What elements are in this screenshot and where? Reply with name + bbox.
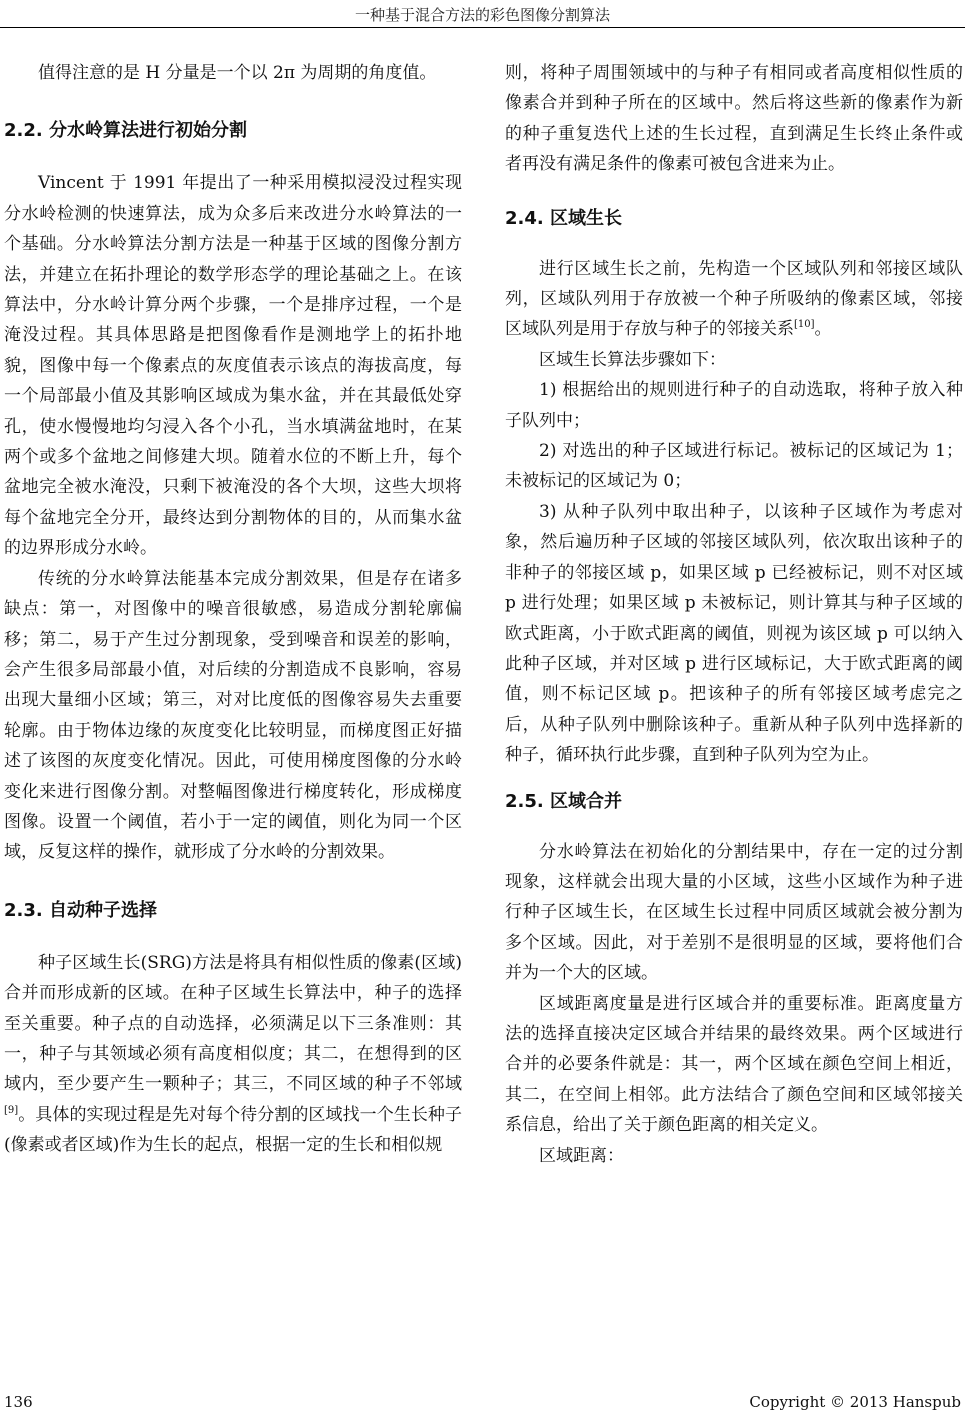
section-heading-2-4: 2.4. 区域生长	[505, 207, 622, 229]
header-rule	[0, 27, 965, 28]
citation-10: [10]	[794, 319, 815, 331]
section-heading-2-5: 2.5. 区域合并	[505, 790, 622, 812]
copyright-notice: Copyright © 2013 Hanspub	[749, 1393, 961, 1411]
paragraph-watershed-drawbacks: 传统的分水岭算法能基本完成分割效果，但是存在诸多缺点：第一，对图像中的噪音很敏感，易造成分割轮廓偏移；第二，易于产生过分割现象，受到噪音和误差的影响，会产生很多局部最小值，对后续的分割造成不良影响，容易出现大量细小区域；第三，对对比度低的图像容易失去重要轮廓。由于物体边缘的灰度变化比较明显，而梯度图正好描述了该图的灰度变化情况。因此，可使用梯度图像的分水岭变化来进行图像分割。对整幅图像进行梯度转化，形成梯度图像。设置一个阈值，若小于一定的阈值，则化为同一个区域，反复这样的操作，就形成了分水岭的分割效果。	[4, 568, 462, 863]
running-header: 一种基于混合方法的彩色图像分割算法	[354, 6, 610, 24]
step-3: 3) 从种子队列中取出种子，以该种子区域作为考虑对象，然后遍历种子区域的邻接区域队列，依次取出该种子的非种子的邻接区域 p，如果区域 p 已经被标记，则不对区域 p 进行处理；如果区域 p 未被标记，则计算其与种子区域的欧式距离，小于欧式距离的阈值，则视为该区域 p 可以纳入此种子区域，并对区域 p 进行区域标记，大于欧式距离的阈值，则不标记区域 p。把该种子的所有邻接区域考虑完之后，从种子队列中删除该种子。重新从种子队列中选择新的种子，循环执行此步骤，直到种子队列为空为止。	[505, 501, 963, 766]
citation-9: [9]	[4, 1104, 19, 1116]
paragraph-seed-selection-text-a: 种子区域生长(SRG)方法是将具有相似性质的像素(区域)合并而形成新的区域。在种子区域生长算法中，种子的选择至关重要。种子点的自动选择，必须满足以下三条准则：其一，种子与其领域必须有高度相似度；其二，在想得到的区域内，至少要产生一颗种子；其三，不同区域的种子不邻域	[4, 952, 462, 1095]
paragraph-region-queue	[505, 254, 963, 345]
page-number: 136	[4, 1393, 33, 1411]
step-2: 2) 对选出的种子区域进行标记。被标记的区域记为 1；未被标记的区域记为 0；	[505, 441, 963, 492]
paragraph-region-queue-text-b: 。	[814, 319, 832, 340]
paragraph-seed-selection	[4, 948, 462, 1161]
paragraph-region-distance: 区域距离：	[539, 1145, 624, 1166]
paragraph-region-merge: 分水岭算法在初始化的分割结果中，存在一定的过分割现象，这样就会出现大量的小区域，这些小区域作为种子进行种子区域生长，在区域生长过程中同质区域就会被分割为多个区域。因此，对于差别不是很明显的区域，要将他们合并为一个大的区域。	[505, 841, 963, 984]
paragraph-region-queue-text-a: 进行区域生长之前，先构造一个区域队列和邻接区域队列，区域队列用于存放被一个种子所吸纳的像素区域，邻接区域队列是用于存放与种子的邻接关系	[505, 258, 963, 340]
paragraph-h-note: 值得注意的是 H 分量是一个以 2π 为周期的角度值。	[38, 63, 437, 83]
left-column	[4, 58, 462, 1161]
section-heading-2-3: 2.3. 自动种子选择	[4, 899, 157, 921]
paragraph-seed-continuation: 则，将种子周围领域中的与种子有相同或者高度相似性质的像素合并到种子所在的区域中。然后将这些新的像素作为新的种子重复迭代上述的生长过程，直到满足生长终止条件或者再没有满足条件的像素可被包含进来为止。	[505, 63, 963, 175]
right-column	[505, 58, 963, 1171]
paragraph-steps-intro: 区域生长算法步骤如下：	[539, 349, 726, 370]
step-1: 1) 根据给出的规则进行种子的自动选取，将种子放入种子队列中；	[505, 380, 963, 431]
paragraph-watershed-intro: Vincent 于 1991 年提出了一种采用模拟浸没过程实现分水岭检测的快速算法，成为众多后来改进分水岭算法的一个基础。分水岭算法分割方法是一种基于区域的图像分割方法，并建立在拓扑理论的数学形态学的理论基础之上。在该算法中，分水岭计算分两个步骤，一个是排序过程，一个是淹没过程。其具体思路是把图像看作是测地学上的拓扑地貌，图像中每一个像素点的灰度值表示该点的海拔高度，每一个局部最小值及其影响区域成为集水盆，并在其最低处穿孔，使水慢慢地均匀浸入各个小孔，当水填满盆地时，在某两个或多个盆地之间修建大坝。随着水位的不断上升，每个盆地完全被水淹没，只剩下被淹没的各个大坝，这些大坝将每个盆地完全分开，最终达到分割物体的目的，从而集水盆的边界形成分水岭。	[4, 173, 462, 559]
paragraph-seed-selection-text-b: 。具体的实现过程是先对每个待分割的区域找一个生长种子(像素或者区域)作为生长的起点，根据一定的生长和相似规	[4, 1104, 462, 1156]
paragraph-distance-measure: 区域距离度量是进行区域合并的重要标准。距离度量方法的选择直接决定区域合并结果的最终效果。两个区域进行合并的必要条件就是：其一，两个区域在颜色空间上相近，其二，在空间上相邻。此方法结合了颜色空间和区域邻接关系信息，给出了关于颜色距离的相关定义。	[505, 993, 963, 1136]
section-heading-2-2: 2.2. 分水岭算法进行初始分割	[4, 120, 247, 142]
